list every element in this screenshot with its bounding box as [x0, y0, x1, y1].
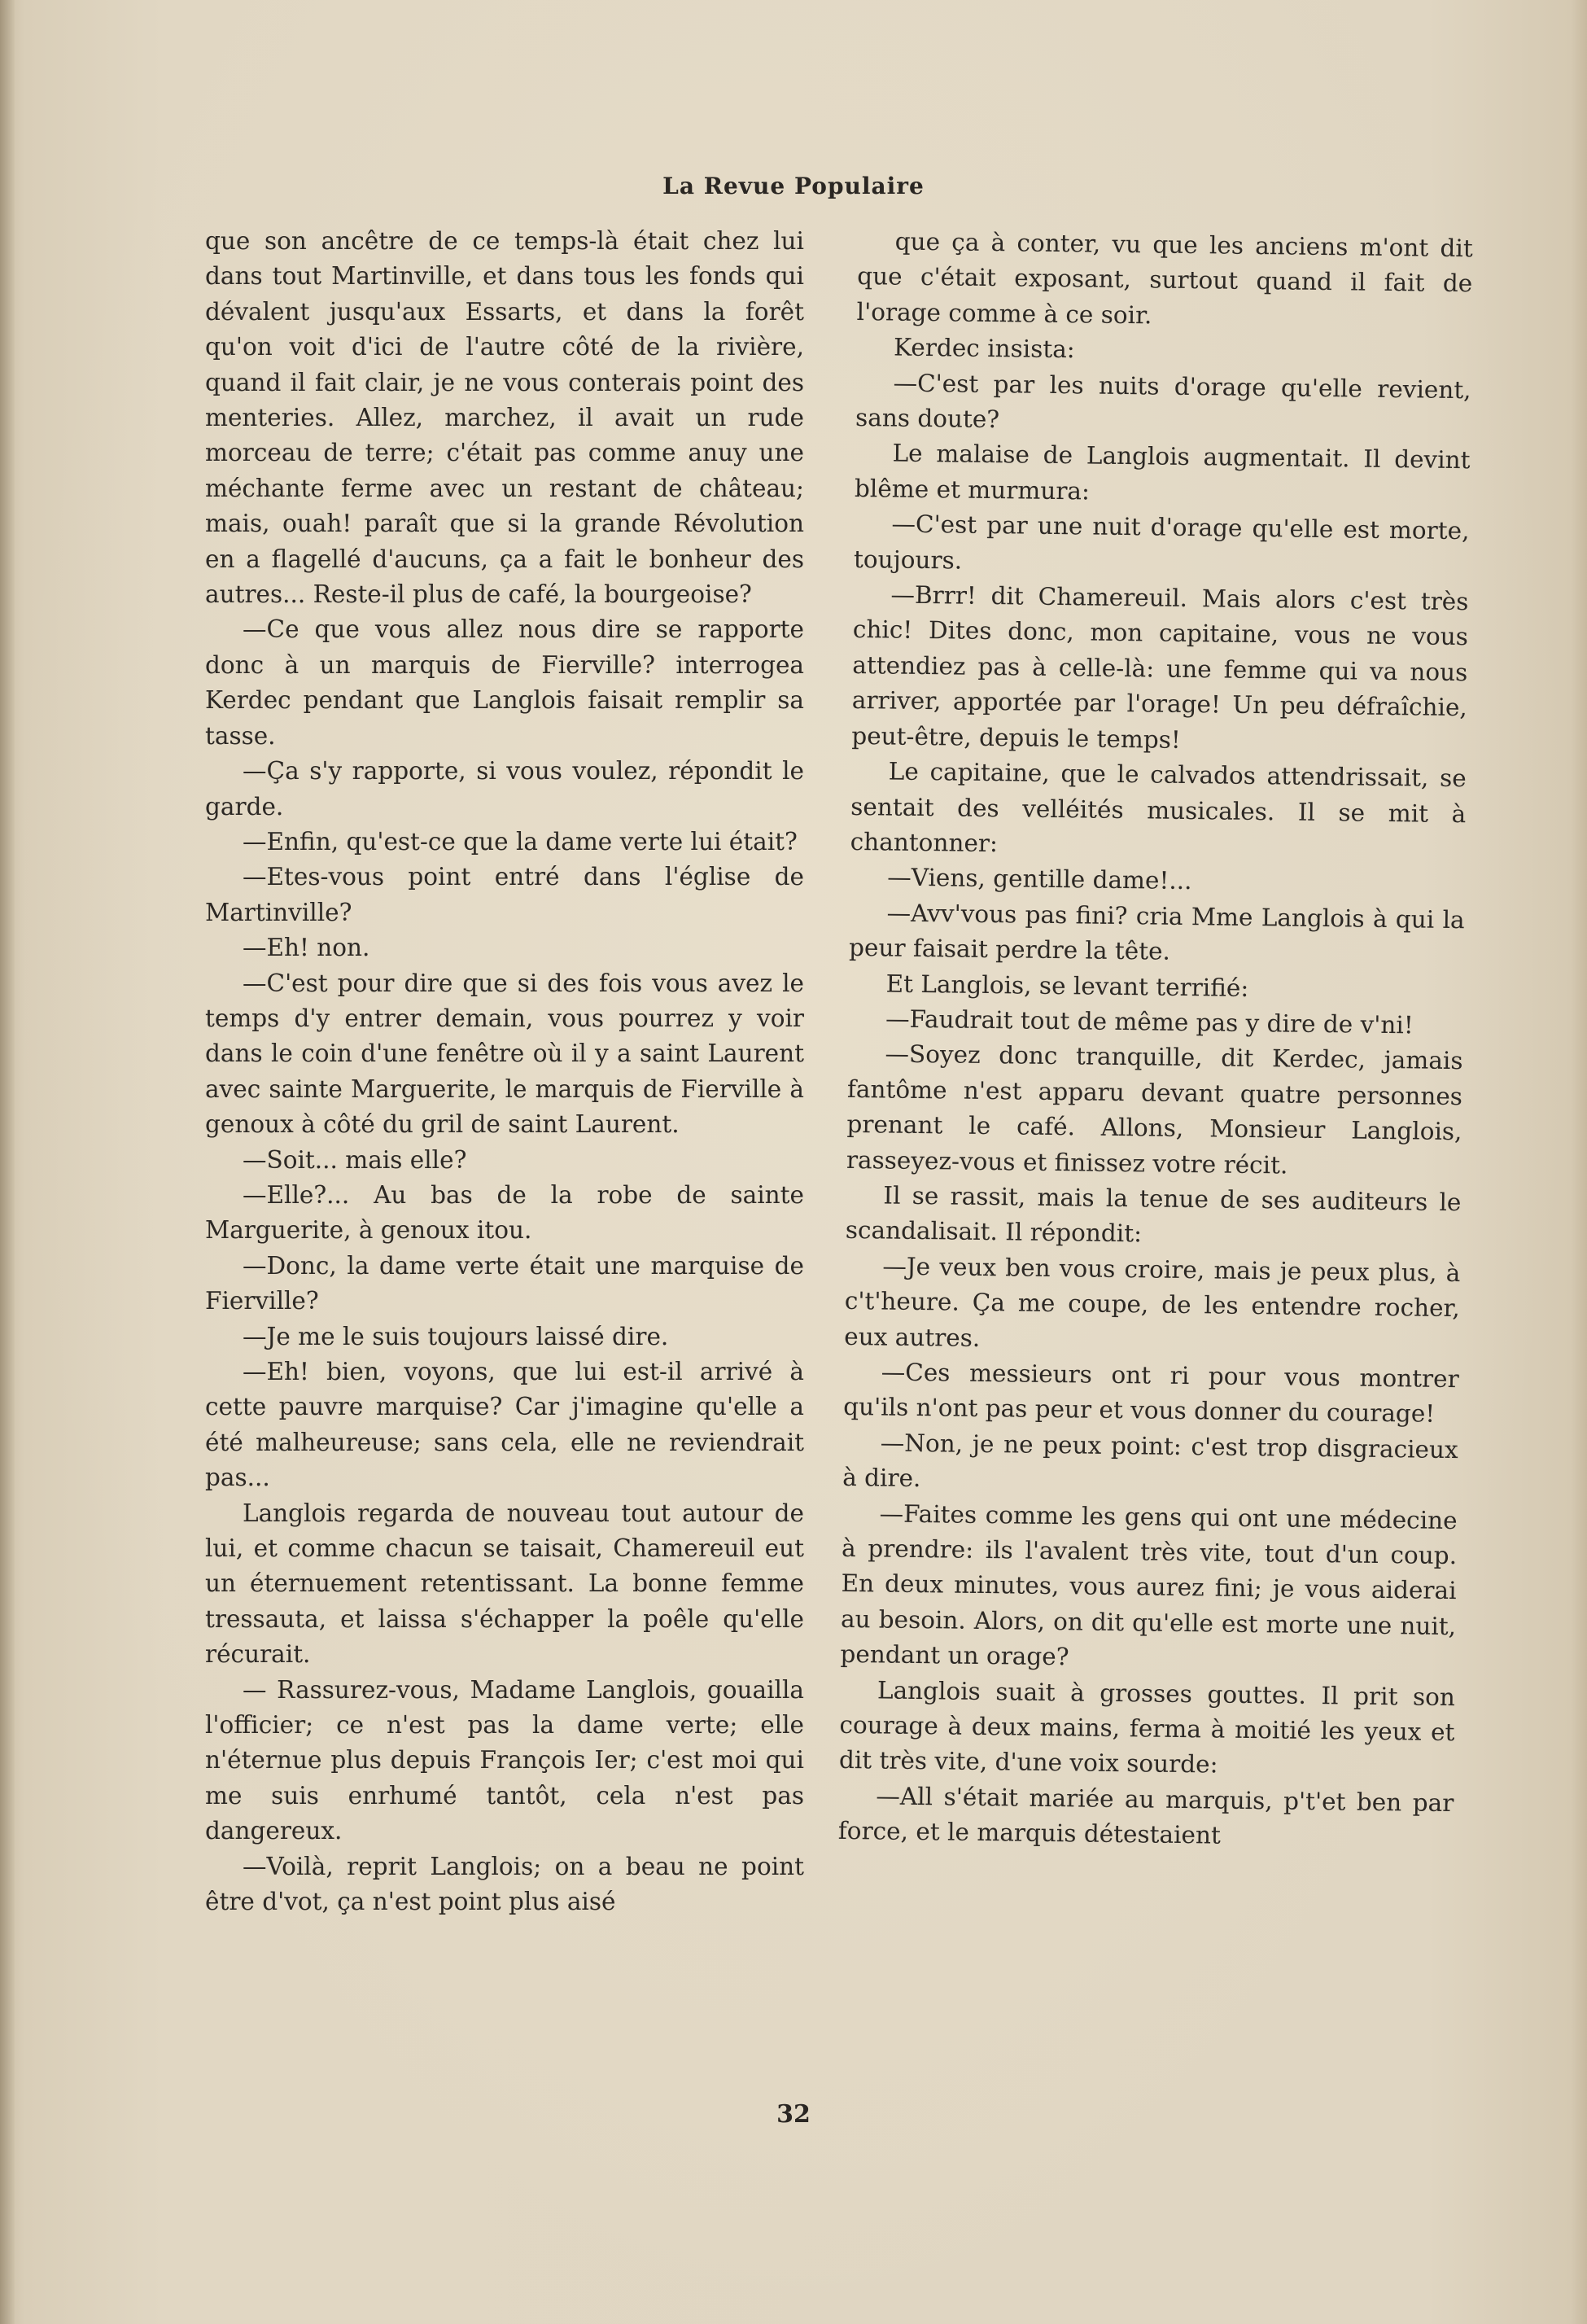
- page-binding-edge: [0, 0, 15, 2324]
- paragraph: —Ce que vous allez nous dire se rapporte donc à un marquis de Fierville? interrogea Kerdec pendant que Langlois faisait remplir sa tasse.: [205, 615, 804, 750]
- paragraph: Et Langlois, se levant terrifié:: [885, 969, 1249, 1002]
- paragraph: —Faudrait tout de même pas y dire de v'ni!: [885, 1004, 1414, 1039]
- paragraph: —Ça s'y rapporte, si vous voulez, répondit le garde.: [205, 757, 804, 821]
- running-title: La Revue Populaire: [662, 173, 925, 199]
- paragraph: —C'est par les nuits d'orage qu'elle revient, sans doute?: [855, 369, 1471, 434]
- paragraph: —Donc, la dame verte était une marquise de Fierville?: [205, 1251, 804, 1315]
- paragraph: —Eh! bien, voyons, que lui est-il arrivé à cette pauvre marquise? Car j'imagine qu'elle a été malheureuse; sans cela, elle ne reviendrait pas...: [205, 1358, 804, 1492]
- paragraph: —Viens, gentille dame!...: [886, 863, 1192, 895]
- paragraph: —Voilà, reprit Langlois; on a beau ne point être d'vot, ça n'est point plus aisé: [205, 1852, 804, 1916]
- paragraph: Langlois suait à grosses gouttes. Il prit son courage à deux mains, ferma à moitié les yeux et dit très vite, d'une voix sourde:: [838, 1676, 1456, 1779]
- paragraph: Le capitaine, que le calvados attendrissait, se sentait des velléités musicales. Il se mit à chantonner:: [850, 757, 1467, 858]
- paragraph: —Enfin, qu'est-ce que la dame verte lui était?: [243, 827, 798, 856]
- paragraph: que son ancêtre de ce temps-là était chez lui dans tout Martinville, et dans tous les fonds qui dévalent jusqu'aux Essarts, et dans la forêt qu'on voit d'ici de l'autre côté de la rivière, quand il fait clair, je ne vous conterais point des menteries. Allez, marchez, il avait un rude morceau de terre; c'était pas comme anuy une méchante ferme avec un restant de château; mais, ouah! paraît que si la grande Révolution en a flagellé d'aucuns, ça a fait le bonheur des autres... Reste-il plus de café, la bourgeoise?: [205, 227, 804, 609]
- paragraph: —Soyez donc tranquille, dit Kerdec, jamais fantôme n'est apparu devant quatre personnes prenant le café. Allons, Monsieur Langlois, rasseyez-vous et finissez votre récit.: [846, 1039, 1463, 1180]
- paragraph: —Avv'vous pas fini? cria Mme Langlois à qui la peur faisait perdre la tête.: [848, 899, 1465, 965]
- paragraph: —Faites comme les gens qui ont une médecine à prendre: ils l'avalent très vite, tout d'un coup. En deux minutes, vous aurez fini; je vous aiderai au besoin. Alors, on dit qu'elle est morte une nuit, pendant un orage?: [840, 1499, 1458, 1671]
- page-number: 32: [776, 2100, 811, 2129]
- paragraph: Kerdec insista:: [893, 333, 1075, 364]
- paragraph: Il se rassit, mais la tenue de ses auditeurs le scandalisait. Il répondit:: [845, 1181, 1462, 1248]
- paragraph: —C'est par une nuit d'orage qu'elle est morte, toujours.: [853, 510, 1470, 575]
- paragraph: —Eh! non.: [243, 934, 370, 962]
- paragraph: —Non, je ne peux point: c'est trop disgracieux à dire.: [842, 1429, 1458, 1493]
- paragraph: Le malaise de Langlois augmentait. Il devint blême et murmura:: [854, 439, 1471, 506]
- paragraph: —Elle?... Au bas de la robe de sainte Marguerite, à genoux itou.: [205, 1180, 804, 1245]
- paragraph: — Rassurez-vous, Madame Langlois, gouailla l'officier; ce n'est pas la dame verte; elle n'éternue plus depuis François Ier; c'est moi qui me suis enrhumé tantôt, cela n'est pas dangereux.: [205, 1675, 804, 1845]
- paragraph: Langlois regarda de nouveau tout autour de lui, et comme chacun se taisait, Chamereuil eut un éternuement retentissant. La bonne femme tressauta, et laissa s'échapper la poêle qu'elle récurait.: [205, 1499, 804, 1669]
- left-column: [205, 224, 804, 1920]
- paragraph: —C'est pour dire que si des fois vous avez le temps d'y entrer demain, vous pourrez y voir dans le coin d'une fenêtre où il y a saint Laurent avec sainte Marguerite, le marquis de Fierville à genoux à côté du gril de saint Laurent.: [205, 969, 804, 1139]
- paragraph: que ça à conter, vu que les anciens m'ont dit que c'était exposant, surtout quand il fait de l'orage comme à ce soir.: [856, 227, 1473, 330]
- paragraph: —Brrr! dit Chamereuil. Mais alors c'est très chic! Dites donc, mon capitaine, vous ne vous attendiez pas à celle-là: une femme qui va nous arriver, apportée par l'orage! Un peu défraîchie, peut-être, depuis le temps!: [851, 580, 1469, 754]
- paragraph: —Soit... mais elle?: [243, 1145, 467, 1174]
- paragraph: —All s'était mariée au marquis, p't'et ben par force, et le marquis détestaient: [837, 1782, 1454, 1849]
- paragraph: —Etes-vous point entré dans l'église de Martinville?: [205, 863, 804, 926]
- paragraph: —Je me le suis toujours laissé dire.: [243, 1322, 669, 1350]
- paragraph: —Je veux ben vous croire, mais je peux plus, à c't'heure. Ça me coupe, de les entendre rocher, eux autres.: [844, 1252, 1461, 1352]
- right-column: [837, 224, 1473, 1849]
- paragraph: —Ces messieurs ont ri pour vous montrer qu'ils n'ont pas peur et vous donner du courage!: [843, 1358, 1459, 1429]
